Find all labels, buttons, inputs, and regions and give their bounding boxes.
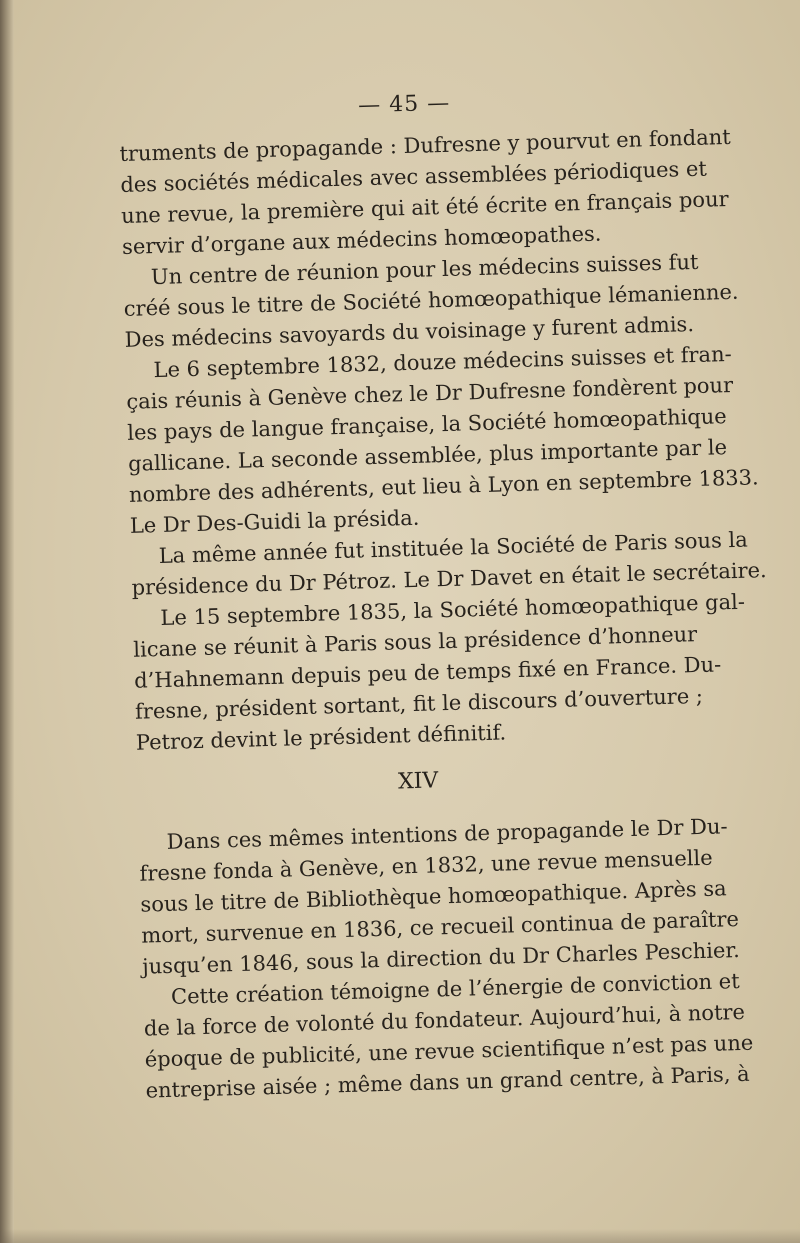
text-line: entreprise aisée ; même dans un grand centre, à Paris, à [145, 1061, 750, 1103]
text-line: Le Dr Des-Guidi la présida. [129, 505, 420, 538]
text-line: servir d’organe aux médecins homœopathes. [121, 221, 602, 259]
paragraph [125, 341, 759, 542]
text-line: La même année fut instituée la Société de Paris sous la [158, 527, 749, 569]
page-number: — 45 — [357, 90, 451, 119]
text-line: gallicane. La seconde assemblée, plus importante par le [127, 435, 728, 476]
text-line: truments de propagande : Dufresne y pourvut en fondant [119, 124, 731, 166]
text-line: Un centre de réunion pour les médecins suisses fut [150, 249, 699, 290]
paragraph [143, 968, 754, 1107]
text-line: des sociétés médicales avec assemblées périodiques et [120, 156, 708, 197]
text-line: Petroz devint le président définitif. [135, 720, 507, 755]
section-xiv-body [138, 813, 754, 1107]
page-binding-edge [0, 0, 14, 1243]
paragraph [138, 813, 741, 983]
paragraph [123, 248, 739, 356]
text-line: Cette création témoigne de l’énergie de conviction et [170, 968, 740, 1009]
text-line: Des médecins savoyards du voisinage y furent admis. [124, 312, 695, 352]
text-line: les pays de langue française, la Société homœopathique [126, 404, 727, 445]
text-line: sous le titre de Bibliothèque homœopathique. Après sa [140, 876, 727, 917]
text-line: d’Hahnemann depuis peu de temps fixé en France. Du- [133, 652, 722, 693]
text-line: époque de publicité, une revue scientifique n’est pas une [144, 1030, 754, 1072]
text-line: çais réunis à Genève chez le Dr Dufresne fondèrent pour [126, 372, 734, 414]
paragraph [132, 589, 746, 759]
text-line: licane se réunit à Paris sous la présidence d’honneur [133, 622, 698, 662]
text-line: de la force de volonté du fondateur. Aujourd’hui, à notre [143, 999, 746, 1041]
text-line: créé sous le titre de Société homœopathique lémanienne. [123, 279, 739, 321]
text-line: Le 15 septembre 1835, la Société homœopathique gal- [160, 589, 746, 631]
text-line: mort, survenue en 1836, ce recueil continua de paraître [141, 906, 740, 948]
section-xiii-tail [119, 124, 767, 759]
page-bottom-edge [0, 1229, 800, 1243]
text-line: fresne fonda à Genève, en 1832, une revue mensuelle [139, 845, 713, 886]
text-line: Dans ces mêmes intentions de propagande le Dr Du- [166, 814, 728, 854]
text-line: fresne, président sortant, fit le discours d’ouverture ; [134, 683, 704, 724]
text-line: jusqu’en 1846, sous la direction du Dr Charles Peschier. [141, 937, 741, 979]
text-line: nombre des adhérents, eut lieu à Lyon en septembre 1833. [128, 465, 759, 507]
text-block [118, 85, 767, 1106]
paragraph [119, 124, 731, 263]
text-line: présidence du Dr Pétroz. Le Dr Davet en était le secrétaire. [131, 558, 767, 600]
text-line: une revue, la première qui ait été écrite en français pour [120, 186, 729, 228]
text-line: Le 6 septembre 1832, douze médecins suisses et fran- [153, 341, 732, 383]
section-heading: XIV [397, 768, 439, 795]
